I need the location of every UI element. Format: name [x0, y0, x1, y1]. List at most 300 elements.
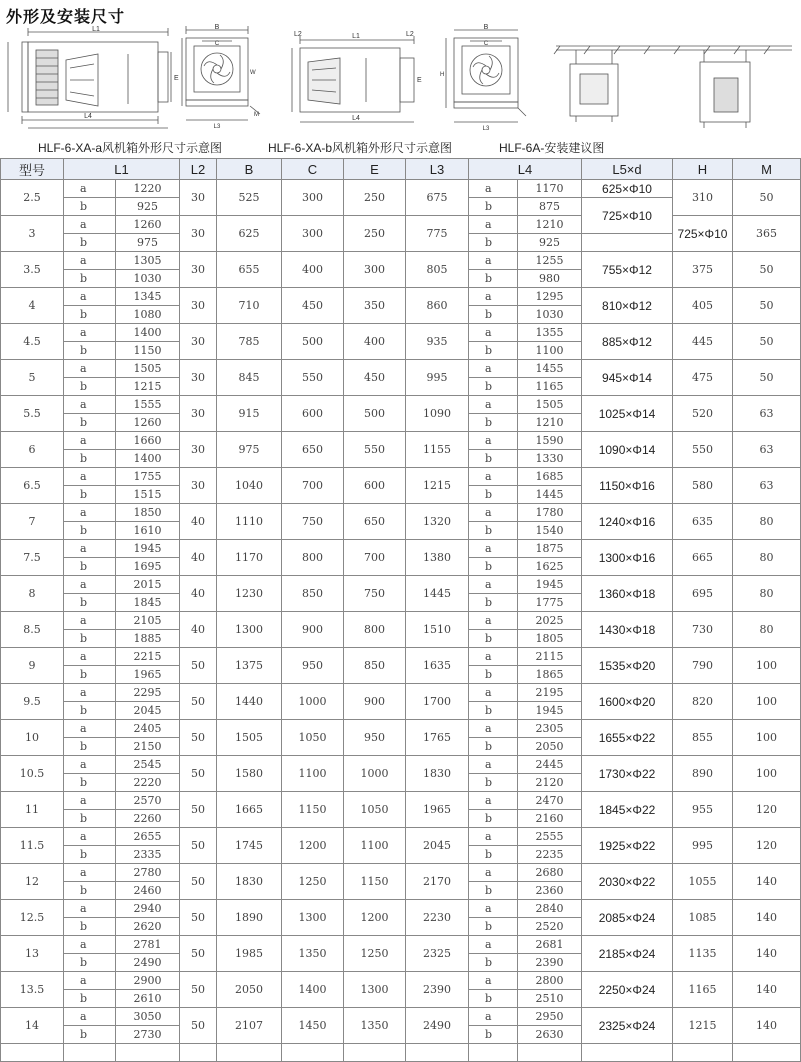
l1-sub-label: b: [64, 738, 116, 756]
l1-sub-label: a: [64, 792, 116, 810]
l1-a-cell: 3050: [116, 1008, 180, 1026]
h-cell: 310: [673, 180, 733, 216]
l1-b-cell: 1845: [116, 594, 180, 612]
l1-a-cell: 1660: [116, 432, 180, 450]
c-cell: 800: [282, 540, 344, 576]
l4-b-cell: 875: [518, 198, 582, 216]
m-cell: 140: [733, 972, 801, 1008]
l3-cell: 935: [406, 324, 469, 360]
page-title: 外形及安装尺寸: [6, 7, 126, 26]
dim-b-label-b: B: [483, 24, 489, 31]
l3-cell: 1320: [406, 504, 469, 540]
m-cell: 50: [733, 288, 801, 324]
l5d-cell: 1025×Φ14: [582, 396, 673, 432]
l4-a-cell: 1875: [518, 540, 582, 558]
b-cell: 1985: [217, 936, 282, 972]
l1-sub-label: b: [64, 198, 116, 216]
m-cell: 80: [733, 576, 801, 612]
empty-cell: [64, 1044, 116, 1062]
l4-a-cell: 2681: [518, 936, 582, 954]
table-row: [1, 468, 801, 486]
model-cell: 11.5: [1, 828, 64, 864]
l2-cell: 50: [180, 792, 217, 828]
b-cell: 2050: [217, 972, 282, 1008]
l4-b-cell: 2050: [518, 738, 582, 756]
dim-l2-label: L2: [294, 31, 302, 38]
l4-sub-label: a: [469, 324, 518, 342]
model-cell: 8.5: [1, 612, 64, 648]
m-cell: 100: [733, 720, 801, 756]
l1-sub-label: a: [64, 684, 116, 702]
l1-a-cell: 2215: [116, 648, 180, 666]
m-cell: 100: [733, 756, 801, 792]
table-row: [1, 828, 801, 846]
c-cell: 300: [282, 180, 344, 216]
l2-cell: 30: [180, 216, 217, 252]
l4-sub-label: b: [469, 414, 518, 432]
l1-b-cell: 1400: [116, 450, 180, 468]
table-row: [1, 864, 801, 882]
l5d-cell: 725×Φ10: [673, 216, 733, 252]
l3-cell: 1830: [406, 756, 469, 792]
l1-sub-label: a: [64, 576, 116, 594]
l4-sub-label: b: [469, 666, 518, 684]
l1-sub-label: b: [64, 846, 116, 864]
l4-b-cell: 2520: [518, 918, 582, 936]
c-cell: 1350: [282, 936, 344, 972]
l5d-cell: 810×Φ12: [582, 288, 673, 324]
caption-fig-b: HLF-6-XA-b风机箱外形尺寸示意图: [268, 141, 453, 155]
empty-cell: [180, 1044, 217, 1062]
l1-b-cell: 1215: [116, 378, 180, 396]
empty-cell: [116, 1044, 180, 1062]
l5d-cell: 725×Φ10: [582, 198, 673, 234]
h-cell: 890: [673, 756, 733, 792]
m-cell: 50: [733, 180, 801, 216]
header-b: B: [217, 159, 282, 180]
l3-cell: 1765: [406, 720, 469, 756]
h-cell: 405: [673, 288, 733, 324]
l1-sub-label: a: [64, 180, 116, 198]
e-cell: 1200: [344, 900, 406, 936]
side-view-a-diagram: [8, 24, 178, 136]
l4-b-cell: 1540: [518, 522, 582, 540]
l4-b-cell: 1210: [518, 414, 582, 432]
l1-sub-label: a: [64, 936, 116, 954]
l1-b-cell: 2260: [116, 810, 180, 828]
m-cell: 140: [733, 864, 801, 900]
l5d-cell: 1730×Φ22: [582, 756, 673, 792]
e-cell: 900: [344, 684, 406, 720]
l5d-cell: 885×Φ12: [582, 324, 673, 360]
l1-b-cell: 2150: [116, 738, 180, 756]
l4-sub-label: b: [469, 738, 518, 756]
model-cell: 11: [1, 792, 64, 828]
m-cell: 120: [733, 792, 801, 828]
l1-a-cell: 2405: [116, 720, 180, 738]
table-row: [1, 324, 801, 342]
l4-sub-label: b: [469, 630, 518, 648]
l1-sub-label: a: [64, 252, 116, 270]
l4-sub-label: b: [469, 954, 518, 972]
b-cell: 2107: [217, 1008, 282, 1044]
h-cell: 1165: [673, 972, 733, 1008]
l3-cell: 1510: [406, 612, 469, 648]
l4-sub-label: b: [469, 882, 518, 900]
installation-diagram: [550, 24, 796, 136]
h-cell: 365: [733, 216, 801, 252]
l3-cell: 2490: [406, 1008, 469, 1044]
dim-m-label: M: [254, 112, 259, 118]
model-cell: 10: [1, 720, 64, 756]
dim-l3-label-b: L3: [482, 126, 490, 132]
model-cell: 4: [1, 288, 64, 324]
dim-l4-label-b: L4: [352, 115, 360, 122]
l1-a-cell: 1345: [116, 288, 180, 306]
l4-a-cell: 1295: [518, 288, 582, 306]
l1-a-cell: 2545: [116, 756, 180, 774]
front-view-a-diagram: [180, 24, 265, 136]
table-row: [1, 360, 801, 378]
l5d-cell: 1925×Φ22: [582, 828, 673, 864]
m-cell: 100: [733, 648, 801, 684]
dim-h-label: H: [440, 72, 445, 78]
l4-a-cell: 1505: [518, 396, 582, 414]
l4-sub-label: a: [469, 432, 518, 450]
e-cell: 1350: [344, 1008, 406, 1044]
l2-cell: 40: [180, 576, 217, 612]
c-cell: 1300: [282, 900, 344, 936]
header-l1: L1: [64, 159, 180, 180]
l1-sub-label: b: [64, 918, 116, 936]
table-row: [1, 972, 801, 990]
m-cell: 100: [733, 684, 801, 720]
m-cell: 50: [733, 252, 801, 288]
l1-b-cell: 1965: [116, 666, 180, 684]
l4-a-cell: 2115: [518, 648, 582, 666]
b-cell: 1665: [217, 792, 282, 828]
h-cell: 580: [673, 468, 733, 504]
header-model: 型号: [1, 159, 64, 180]
l1-b-cell: 2490: [116, 954, 180, 972]
b-cell: 1890: [217, 900, 282, 936]
table-row: [1, 180, 801, 198]
h-cell: 520: [673, 396, 733, 432]
l2-cell: 30: [180, 324, 217, 360]
l1-a-cell: 2295: [116, 684, 180, 702]
model-cell: 14: [1, 1008, 64, 1044]
l4-sub-label: a: [469, 828, 518, 846]
m-cell: 63: [733, 468, 801, 504]
l2-cell: 50: [180, 828, 217, 864]
l1-sub-label: b: [64, 522, 116, 540]
l1-a-cell: 2780: [116, 864, 180, 882]
c-cell: 1400: [282, 972, 344, 1008]
table-row: [1, 1008, 801, 1026]
l3-cell: 805: [406, 252, 469, 288]
table-row: [1, 288, 801, 306]
dim-e-label: E: [174, 75, 179, 82]
l3-cell: 1635: [406, 648, 469, 684]
l5d-cell: 1655×Φ22: [582, 720, 673, 756]
l1-a-cell: 1850: [116, 504, 180, 522]
dim-c-label-b: C: [483, 41, 489, 47]
h-cell: 1215: [673, 1008, 733, 1044]
l4-b-cell: 1030: [518, 306, 582, 324]
c-cell: 1200: [282, 828, 344, 864]
l1-sub-label: a: [64, 216, 116, 234]
b-cell: 785: [217, 324, 282, 360]
m-cell: 80: [733, 612, 801, 648]
l5d-cell: 945×Φ14: [582, 360, 673, 396]
l1-sub-label: b: [64, 234, 116, 252]
l4-sub-label: a: [469, 900, 518, 918]
e-cell: 950: [344, 720, 406, 756]
l4-a-cell: 2195: [518, 684, 582, 702]
l5d-cell: 2030×Φ22: [582, 864, 673, 900]
l4-a-cell: 1945: [518, 576, 582, 594]
l1-sub-label: a: [64, 432, 116, 450]
l4-sub-label: a: [469, 684, 518, 702]
l5d-cell: 1150×Φ16: [582, 468, 673, 504]
l4-b-cell: 2360: [518, 882, 582, 900]
l4-sub-label: b: [469, 810, 518, 828]
dim-w-label: W: [250, 70, 256, 76]
model-cell: 9: [1, 648, 64, 684]
model-cell: 13: [1, 936, 64, 972]
l4-sub-label: a: [469, 720, 518, 738]
h-cell: 1055: [673, 864, 733, 900]
b-cell: 1580: [217, 756, 282, 792]
l4-b-cell: 2235: [518, 846, 582, 864]
table-row: [1, 504, 801, 522]
l4-sub-label: a: [469, 576, 518, 594]
l5d-cell: 625×Φ10: [582, 180, 673, 198]
l1-b-cell: 1885: [116, 630, 180, 648]
b-cell: 975: [217, 432, 282, 468]
l2-cell: 30: [180, 396, 217, 432]
h-cell: 730: [673, 612, 733, 648]
l4-a-cell: 2840: [518, 900, 582, 918]
m-cell: 50: [733, 360, 801, 396]
b-cell: 1110: [217, 504, 282, 540]
b-cell: 1170: [217, 540, 282, 576]
dim-l3-label: L3: [213, 124, 221, 130]
l1-sub-label: b: [64, 774, 116, 792]
l5d-cell: 1845×Φ22: [582, 792, 673, 828]
l1-b-cell: 1260: [116, 414, 180, 432]
l1-sub-label: a: [64, 864, 116, 882]
e-cell: 350: [344, 288, 406, 324]
l1-a-cell: 1945: [116, 540, 180, 558]
l2-cell: 30: [180, 288, 217, 324]
l3-cell: 1965: [406, 792, 469, 828]
model-cell: 5.5: [1, 396, 64, 432]
l1-sub-label: b: [64, 630, 116, 648]
l4-sub-label: a: [469, 1008, 518, 1026]
l4-sub-label: a: [469, 468, 518, 486]
l1-a-cell: 2570: [116, 792, 180, 810]
l4-sub-label: b: [469, 234, 518, 252]
c-cell: 500: [282, 324, 344, 360]
b-cell: 1040: [217, 468, 282, 504]
caption-fig-install: HLF-6A-安装建议图: [499, 141, 605, 155]
h-cell: 665: [673, 540, 733, 576]
header-l5d: L5×d: [582, 159, 673, 180]
b-cell: 625: [217, 216, 282, 252]
l4-b-cell: 980: [518, 270, 582, 288]
l3-cell: 1380: [406, 540, 469, 576]
c-cell: 1450: [282, 1008, 344, 1044]
l4-a-cell: 1255: [518, 252, 582, 270]
l5d-cell: 1090×Φ14: [582, 432, 673, 468]
l4-sub-label: b: [469, 774, 518, 792]
model-cell: 9.5: [1, 684, 64, 720]
l1-sub-label: b: [64, 882, 116, 900]
l4-sub-label: a: [469, 360, 518, 378]
l3-cell: 675: [406, 180, 469, 216]
dim-l2-label-right: L2: [406, 31, 414, 38]
l1-sub-label: b: [64, 414, 116, 432]
l2-cell: 30: [180, 360, 217, 396]
table-row: [1, 432, 801, 450]
l4-b-cell: 2510: [518, 990, 582, 1008]
empty-cell: [518, 1044, 582, 1062]
b-cell: 915: [217, 396, 282, 432]
l1-b-cell: 1030: [116, 270, 180, 288]
empty-cell: [673, 1044, 733, 1062]
l1-b-cell: 2460: [116, 882, 180, 900]
l1-a-cell: 2105: [116, 612, 180, 630]
model-cell: 7: [1, 504, 64, 540]
l1-b-cell: 925: [116, 198, 180, 216]
h-cell: 695: [673, 576, 733, 612]
l1-sub-label: a: [64, 540, 116, 558]
l4-sub-label: a: [469, 936, 518, 954]
dim-l1-label-b: L1: [352, 33, 360, 40]
l2-cell: 50: [180, 648, 217, 684]
c-cell: 300: [282, 216, 344, 252]
table-row: [1, 720, 801, 738]
m-cell: 140: [733, 900, 801, 936]
model-cell: 10.5: [1, 756, 64, 792]
l1-sub-label: a: [64, 900, 116, 918]
c-cell: 850: [282, 576, 344, 612]
header-e: E: [344, 159, 406, 180]
header-l4: L4: [469, 159, 582, 180]
h-cell: 1135: [673, 936, 733, 972]
b-cell: 710: [217, 288, 282, 324]
table-row: [1, 648, 801, 666]
front-view-b-diagram: [440, 24, 530, 136]
empty-cell: [217, 1044, 282, 1062]
l4-sub-label: b: [469, 1026, 518, 1044]
model-cell: 6.5: [1, 468, 64, 504]
m-cell: 80: [733, 540, 801, 576]
table-row: [1, 396, 801, 414]
l5d-cell: [582, 1044, 673, 1062]
l2-cell: 30: [180, 432, 217, 468]
model-cell: 12.5: [1, 900, 64, 936]
l1-sub-label: a: [64, 972, 116, 990]
e-cell: 1100: [344, 828, 406, 864]
m-cell: 140: [733, 1008, 801, 1044]
l4-sub-label: b: [469, 450, 518, 468]
l4-b-cell: 1165: [518, 378, 582, 396]
m-cell: 63: [733, 396, 801, 432]
l4-sub-label: a: [469, 252, 518, 270]
l1-sub-label: a: [64, 360, 116, 378]
e-cell: 600: [344, 468, 406, 504]
l1-b-cell: 2620: [116, 918, 180, 936]
e-cell: 700: [344, 540, 406, 576]
l4-sub-label: a: [469, 612, 518, 630]
m-cell: 50: [733, 324, 801, 360]
l1-b-cell: 1515: [116, 486, 180, 504]
l1-sub-label: a: [64, 504, 116, 522]
table-row: [1, 216, 801, 234]
l3-cell: 1700: [406, 684, 469, 720]
l1-sub-label: b: [64, 666, 116, 684]
model-cell: 7.5: [1, 540, 64, 576]
l1-sub-label: b: [64, 1026, 116, 1044]
table-row: [1, 252, 801, 270]
l1-sub-label: b: [64, 558, 116, 576]
b-cell: 1375: [217, 648, 282, 684]
l1-sub-label: a: [64, 288, 116, 306]
l4-a-cell: 1170: [518, 180, 582, 198]
e-cell: 550: [344, 432, 406, 468]
l1-sub-label: a: [64, 1008, 116, 1026]
l1-b-cell: 1080: [116, 306, 180, 324]
e-cell: 250: [344, 216, 406, 252]
table-row: [1, 936, 801, 954]
l1-sub-label: b: [64, 702, 116, 720]
e-cell: 250: [344, 180, 406, 216]
c-cell: 700: [282, 468, 344, 504]
l1-b-cell: 1610: [116, 522, 180, 540]
l1-a-cell: 1220: [116, 180, 180, 198]
l4-a-cell: 2555: [518, 828, 582, 846]
e-cell: 650: [344, 504, 406, 540]
e-cell: 1150: [344, 864, 406, 900]
empty-cell: [1, 1044, 64, 1062]
l1-a-cell: 2015: [116, 576, 180, 594]
b-cell: 1745: [217, 828, 282, 864]
l4-sub-label: a: [469, 792, 518, 810]
l4-sub-label: b: [469, 594, 518, 612]
l1-a-cell: 1755: [116, 468, 180, 486]
l4-sub-label: b: [469, 990, 518, 1008]
header-c: C: [282, 159, 344, 180]
e-cell: 750: [344, 576, 406, 612]
l3-cell: 2325: [406, 936, 469, 972]
l1-sub-label: b: [64, 342, 116, 360]
l4-sub-label: a: [469, 864, 518, 882]
l2-cell: 50: [180, 936, 217, 972]
l1-a-cell: 1555: [116, 396, 180, 414]
b-cell: 1300: [217, 612, 282, 648]
l4-sub-label: b: [469, 306, 518, 324]
l3-cell: 2390: [406, 972, 469, 1008]
empty-cell: [469, 1044, 518, 1062]
m-cell: 80: [733, 504, 801, 540]
table-header-row: [1, 159, 801, 180]
l4-a-cell: 1210: [518, 216, 582, 234]
l1-b-cell: 2335: [116, 846, 180, 864]
e-cell: 450: [344, 360, 406, 396]
l1-sub-label: b: [64, 378, 116, 396]
